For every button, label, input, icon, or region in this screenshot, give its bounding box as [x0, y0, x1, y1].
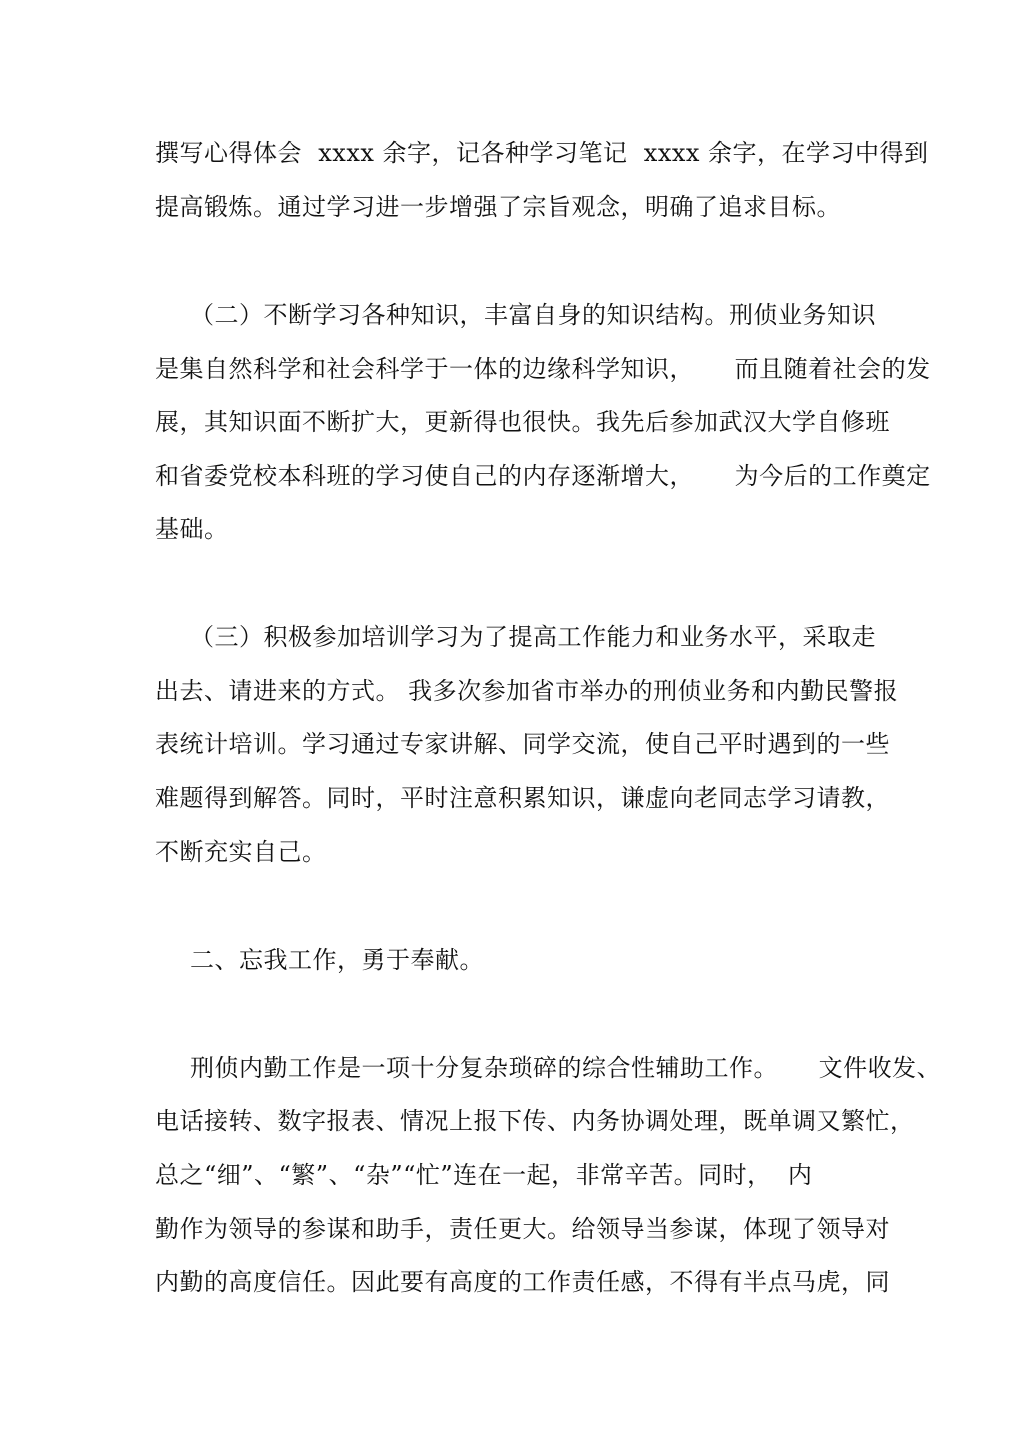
paragraph-2-line-3: 展，其知识面不断扩大，更新得也很快。我先后参加武汉大学自修班	[155, 408, 890, 436]
paragraph-2-line-5: 基础。	[155, 515, 229, 543]
section-heading-2: 二、忘我工作，勇于奉献。	[190, 946, 484, 974]
paragraph-3-line-3: 表统计培训。学习通过专家讲解、同学交流，使自己平时遇到的一些	[155, 730, 890, 758]
paragraph-1-line-1: 撰写心得体会 xxxx 余字，记各种学习笔记 xxxx 余字，在学习中得到	[155, 139, 929, 167]
paragraph-4-line-3: 总之“细”、“繁”、“杂”“忙”连在一起，非常辛苦。同时， 内	[155, 1161, 813, 1189]
paragraph-1-line-2: 提高锻炼。通过学习进一步增强了宗旨观念，明确了追求目标。	[155, 193, 841, 221]
paragraph-3-line-4: 难题得到解答。同时，平时注意积累知识，谦虚向老同志学习请教，	[155, 784, 890, 812]
paragraph-2-line-4: 和省委党校本科班的学习使自己的内存逐渐增大， 为今后的工作奠定	[155, 462, 931, 490]
paragraph-4-line-5: 内勤的高度信任。因此要有高度的工作责任感，不得有半点马虎，同	[155, 1268, 890, 1296]
paragraph-3-line-5: 不断充实自己。	[155, 838, 327, 866]
paragraph-4-line-1: 刑侦内勤工作是一项十分复杂琐碎的综合性辅助工作。 文件收发、	[190, 1054, 942, 1082]
paragraph-3-line-2: 出去、请进来的方式。 我多次参加省市举办的刑侦业务和内勤民警报	[155, 677, 899, 705]
paragraph-4-line-2: 电话接转、数字报表、情况上报下传、内务协调处理，既单调又繁忙，	[155, 1107, 915, 1135]
paragraph-2-line-2: 是集自然科学和社会科学于一体的边缘科学知识， 而且随着社会的发	[155, 355, 931, 383]
paragraph-3-line-1: （三）积极参加培训学习为了提高工作能力和业务水平，采取走	[190, 623, 876, 651]
paragraph-4-line-4: 勤作为领导的参谋和助手，责任更大。给领导当参谋，体现了领导对	[155, 1215, 890, 1243]
paragraph-2-line-1: （二）不断学习各种知识，丰富自身的知识结构。刑侦业务知识	[190, 301, 876, 329]
